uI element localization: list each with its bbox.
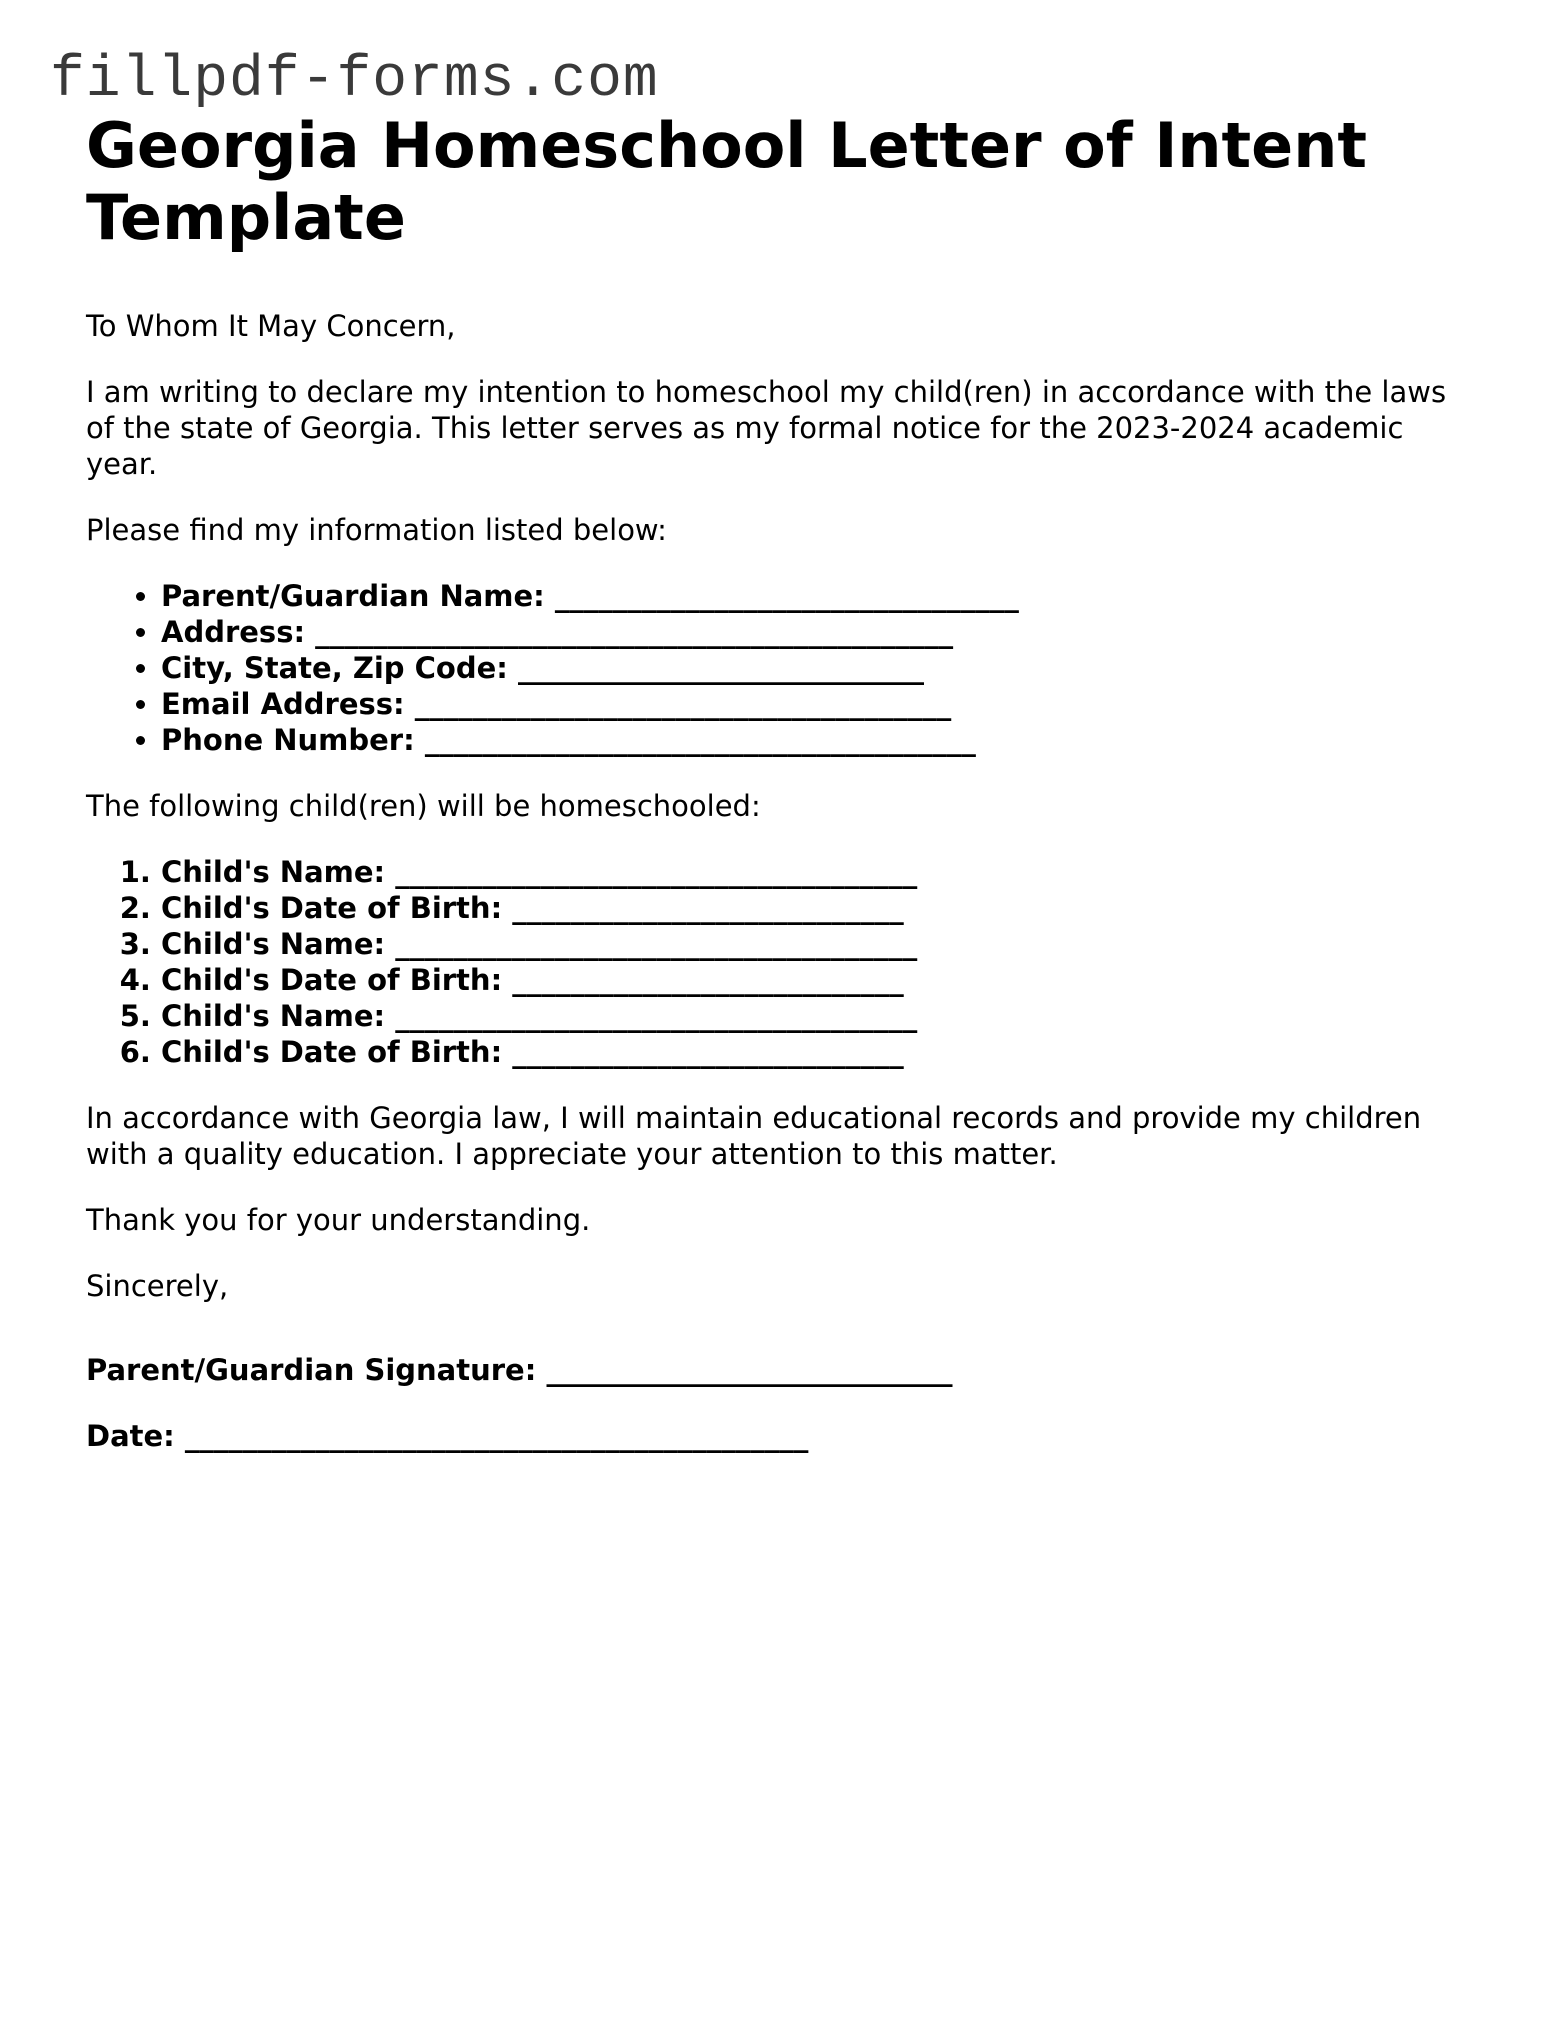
field-label: Email Address: bbox=[161, 687, 405, 721]
list-item bbox=[161, 1034, 1486, 1070]
date-line bbox=[86, 1418, 1486, 1454]
children-list bbox=[86, 854, 1486, 1070]
greeting: To Whom It May Concern, bbox=[86, 309, 456, 343]
intro-paragraph: I am writing to declare my intention to homeschool my child(ren) in accordance with the laws of the state of Georgia. This letter serves as my formal notice for the 2023-2024 academic year. bbox=[86, 375, 1456, 481]
field-label: City, State, Zip Code: bbox=[161, 651, 508, 685]
list-item bbox=[161, 998, 1486, 1034]
letter-document bbox=[86, 110, 1486, 1454]
parent-name-field[interactable]: ________________________________ bbox=[554, 579, 1019, 613]
address-field[interactable]: ____________________________________________ bbox=[315, 615, 954, 649]
closing-text: Sincerely, bbox=[86, 1269, 229, 1303]
child-name-field-2[interactable]: ____________________________________ bbox=[395, 927, 918, 961]
signature-field[interactable]: ____________________________ bbox=[546, 1353, 953, 1387]
law-statement: In accordance with Georgia law, I will maintain educational records and provide my children with a quality education. I appreciate your attention to this matter. bbox=[86, 1101, 1431, 1171]
list-item bbox=[161, 962, 1486, 998]
page-title: Georgia Homeschool Letter of Intent Template bbox=[86, 109, 1367, 254]
field-label: Child's Date of Birth: bbox=[161, 1035, 503, 1069]
field-label: Phone Number: bbox=[161, 723, 415, 757]
child-dob-field-2[interactable]: ___________________________ bbox=[512, 963, 904, 997]
field-label: Child's Name: bbox=[161, 927, 386, 961]
parent-info-list bbox=[86, 578, 1486, 758]
field-label: Parent/Guardian Name: bbox=[161, 579, 545, 613]
signature-label: Parent/Guardian Signature: bbox=[86, 1353, 537, 1387]
date-field[interactable]: ___________________________________________ bbox=[184, 1419, 809, 1453]
field-label: Child's Date of Birth: bbox=[161, 963, 503, 997]
child-name-field-3[interactable]: ____________________________________ bbox=[395, 999, 918, 1033]
field-label: Child's Name: bbox=[161, 999, 386, 1033]
signature-line bbox=[86, 1352, 1486, 1388]
list-item bbox=[161, 926, 1486, 962]
email-field[interactable]: _____________________________________ bbox=[414, 687, 952, 721]
watermark-logo: fillpdf-forms.com bbox=[50, 48, 659, 113]
child-dob-field-3[interactable]: ___________________________ bbox=[512, 1035, 904, 1069]
child-dob-field-1[interactable]: ___________________________ bbox=[512, 891, 904, 925]
list-item bbox=[161, 614, 1486, 650]
children-intro-text: The following child(ren) will be homeschooled: bbox=[86, 789, 761, 823]
thanks-text: Thank you for your understanding. bbox=[86, 1203, 591, 1237]
list-item bbox=[161, 890, 1486, 926]
child-name-field-1[interactable]: ____________________________________ bbox=[395, 855, 918, 889]
field-label: Child's Date of Birth: bbox=[161, 891, 503, 925]
list-item bbox=[161, 650, 1486, 686]
field-label: Address: bbox=[161, 615, 306, 649]
list-item bbox=[161, 578, 1486, 614]
phone-field[interactable]: ______________________________________ bbox=[424, 723, 976, 757]
find-info-text: Please find my information listed below: bbox=[86, 513, 667, 547]
city-state-zip-field[interactable]: ____________________________ bbox=[517, 651, 924, 685]
date-label: Date: bbox=[86, 1419, 175, 1453]
list-item bbox=[161, 854, 1486, 890]
field-label: Child's Name: bbox=[161, 855, 386, 889]
list-item bbox=[161, 722, 1486, 758]
list-item bbox=[161, 686, 1486, 722]
